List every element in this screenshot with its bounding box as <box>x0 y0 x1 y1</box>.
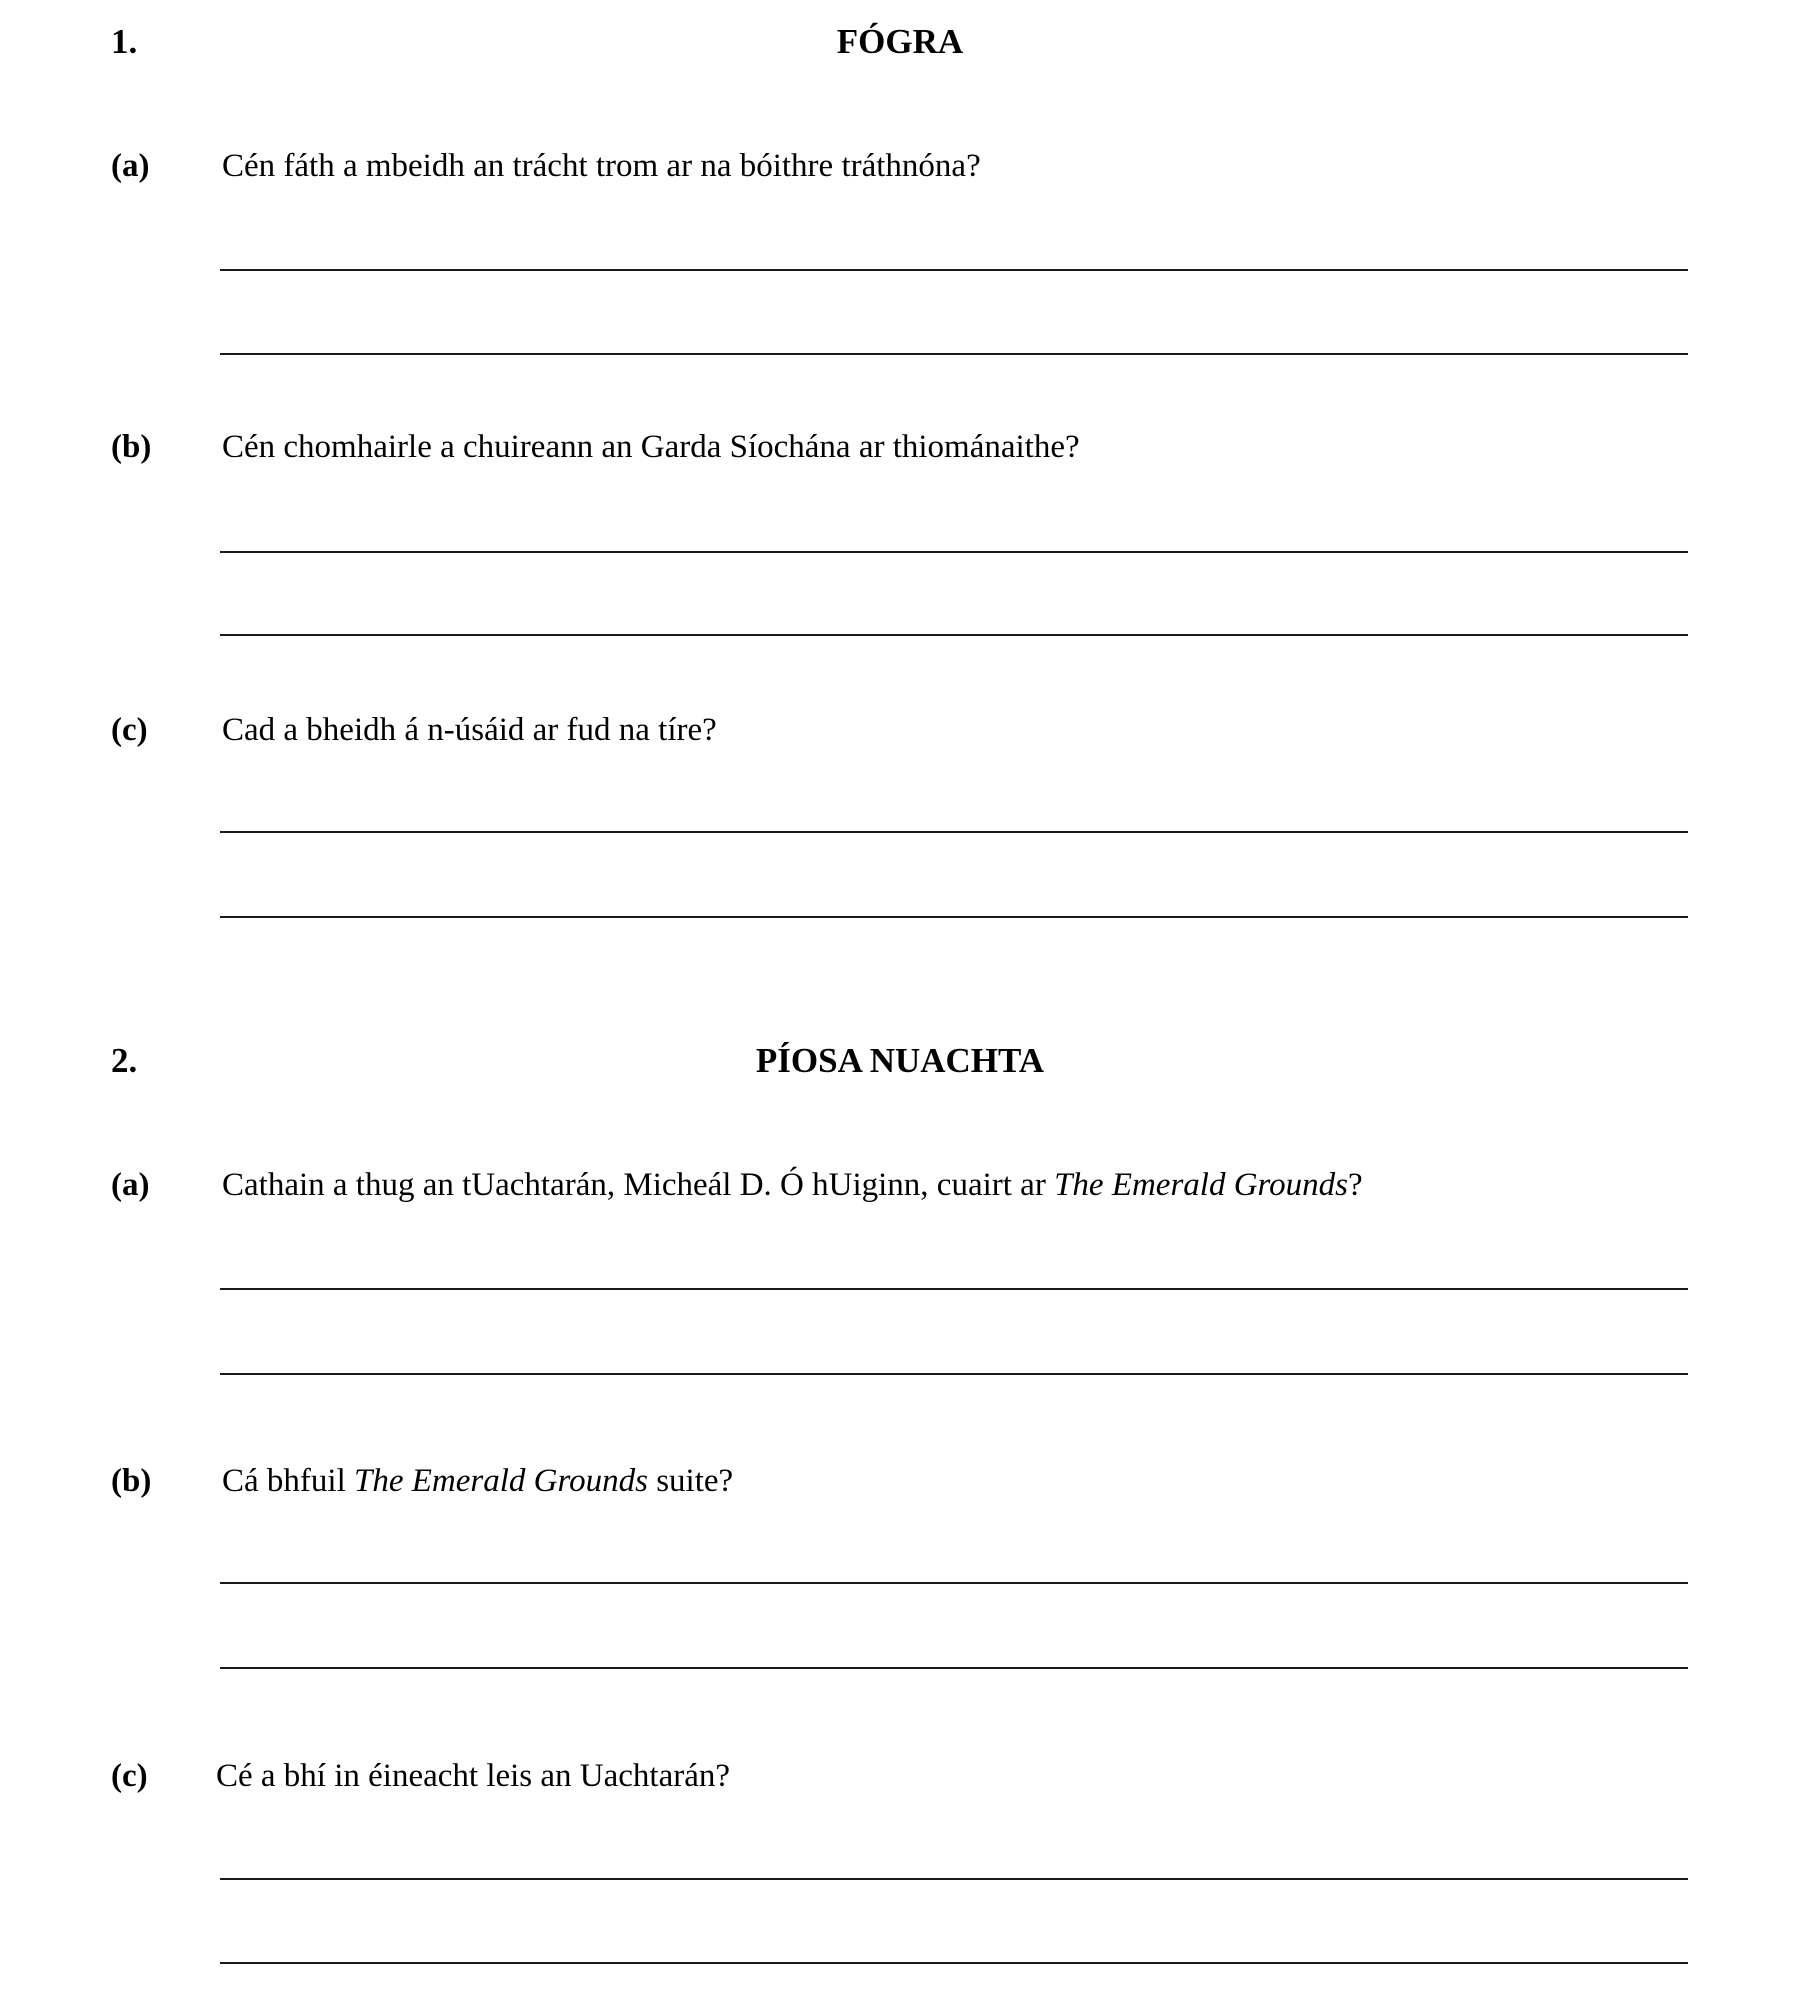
answer-line[interactable] <box>220 353 1688 355</box>
question-label: (b) <box>111 429 152 465</box>
question-text-italic: The Emerald Grounds <box>1054 1167 1349 1203</box>
question-label: (c) <box>111 712 148 748</box>
question-text-italic: The Emerald Grounds <box>353 1463 648 1499</box>
section-number: 2. <box>111 1041 138 1080</box>
answer-line[interactable] <box>220 1667 1688 1669</box>
question-text-part: Cé a bhí in éineacht leis an Uachtarán? <box>216 1758 731 1794</box>
question-text <box>222 431 1080 464</box>
answer-line[interactable] <box>220 1878 1688 1880</box>
question-text <box>222 1169 1363 1202</box>
answer-line[interactable] <box>220 1962 1688 1964</box>
answer-line[interactable] <box>220 916 1688 918</box>
answer-line[interactable] <box>220 1582 1688 1584</box>
question-text <box>222 1465 733 1498</box>
answer-line[interactable] <box>220 551 1688 553</box>
answer-line[interactable] <box>220 634 1688 636</box>
answer-line[interactable] <box>220 269 1688 271</box>
section-title: FÓGRA <box>836 22 964 61</box>
question-text <box>216 1760 730 1793</box>
question-text-part: suite? <box>647 1463 734 1499</box>
question-text-part: Cá bhfuil <box>222 1463 354 1499</box>
answer-line[interactable] <box>220 1288 1688 1290</box>
question-text-part: Cad a bheidh á n-úsáid ar fud na tíre? <box>222 712 717 748</box>
question-label: (b) <box>111 1463 152 1499</box>
section-number: 1. <box>111 22 138 61</box>
question-label: (c) <box>111 1758 148 1794</box>
question-label: (a) <box>111 148 150 184</box>
question-text <box>222 714 717 747</box>
question-text-part: Cén chomhairle a chuireann an Garda Síochána ar thiománaithe? <box>222 429 1080 465</box>
question-text-part: Cathain a thug an tUachtarán, Micheál D. Ó hUiginn, cuairt ar <box>222 1167 1055 1203</box>
question-label: (a) <box>111 1167 150 1203</box>
answer-line[interactable] <box>220 1373 1688 1375</box>
question-text-part: ? <box>1348 1167 1363 1203</box>
question-text <box>222 150 981 183</box>
question-text-part: Cén fáth a mbeidh an trácht trom ar na bóithre tráthnóna? <box>222 148 981 184</box>
section-title: PÍOSA NUACHTA <box>755 1041 1045 1080</box>
answer-line[interactable] <box>220 831 1688 833</box>
